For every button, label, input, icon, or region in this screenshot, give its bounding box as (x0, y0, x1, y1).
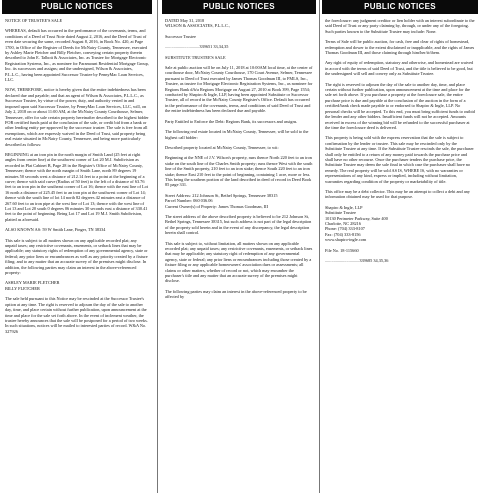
notice-paragraph: Successor Trustee (165, 33, 196, 39)
notice-paragraph: Sale at public auction will be on July 11, 2018 at 10:00AM local time, at the center of courthouse door, McNairy County Courthouse, 170 Court Avenue, Selmer, Tennessee pursuant to Deed of Trust executed by James Thomas Goodman III, to FMLS, Inc., Trustee, as trustee for Mortgage Electronic Registration Systems, Inc., as nominee for Regions Bank d/b/a Regions Mortgage on August 27, 2010 at Book 399, Page 1554; conducted by Shapiro & Ingle, LLP, having been appointed Substitute or Successor Trustee, all of record in the McNairy County Register's Office. Default has occurred in the performance of the covenants, terms, and conditions of said Deed of Trust and the entire indebtedness has been declared due and payable. (165, 65, 313, 114)
notice-paragraph: Terms of Sale will be public auction, for cash, free and clear of rights of homestead, redemption and dower to the extent disclaimed or inapplicable, and the rights of James Thomas Goodman III, and those claiming through him/her/it/them. (325, 39, 475, 56)
column-2-body (162, 14, 316, 300)
notice-paragraph: The following real estate located in McNairy County, Tennessee, will be sold to the highest call bidder: (165, 129, 309, 140)
notice-paragraph: This office may be a debt collector. This may be an attempt to collect a debt and any information obtained may be used for that purpose. (325, 188, 470, 200)
column-2-header: PUBLIC NOTICES (162, 0, 316, 14)
notice-paragraph: ALSO KNOWN AS: 59 W Smith Lane, Finger, TN 38334 (5, 227, 106, 233)
notice-paragraph: DATED May 31, 2018 WILSON & ASSOCIATES, P.L.L.C., (165, 18, 231, 29)
column-divider (157, 0, 158, 493)
notice-paragraph: Beginning at the NNE of J.V. Wilson's property, runs thence North 220 feet to an iron stake on the south line of the Charles Smith property; runs thence West with the south line of the Smith property, 210 feet to an iron stake; thence South 220 feet to an iron stake; thence East 210 feet to the point of beginning, containing 1 acre, more or less. This being the southern portion of the land described in deed of record in Deed Book 85 page 331. (165, 155, 313, 188)
notice-paragraph: This sale is subject to, without limitation, all matters shown on any applicable recorded plat; any unpaid taxes; any restrictive covenants, easements, or setback lines that may be applicable; any statutory right of redemption of any governmental agency, state or federal; any prior liens or encumbrances including those created by a fixture filing or any applicable homeowners' association dues or assessments; all claims or other matters, whether of record or not, which may encumber the purchaser's title and any matter that an accurate survey of the premises might disclose. (165, 240, 313, 284)
notice-paragraph: ................................339685 34,35,36 (325, 258, 389, 264)
notice-paragraph: The street address of the above described property is believed to be 212 Johnson St, Bethel Springs, Tennessee 38315, but such address is not part of the legal description of the property sold herein and in the event of any discrepancy, the legal description herein shall control. (165, 213, 312, 236)
notice-paragraph: Shapiro & Ingle, LLP Substitute Trustee 10130 Perimeter Parkway, Suite 400 Charlotte, NC 28216 Phone: (704) 333-8107 Fax: (704) 333-8156 www.shapiro-ingle.com (325, 204, 388, 243)
column-3-header: PUBLIC NOTICES (322, 0, 478, 14)
notice-paragraph: Street Address: 212 Johnson St, Bethel Springs, Tennessee 38315 Parcel Number: 060 036.06 Current Owner(s) of Property: James Thomas Goodman, III (165, 192, 278, 209)
column-1 (2, 0, 152, 493)
notice-paragraph: This sale is subject to all matters shown on any applicable recorded plat; any unpaid taxes; any restrictive covenants, easements, or setback lines that may be applicable; any statutory rights of redemption of any governmental agency, state or federal; any prior liens or encumbrances as well as any priority created by a fixture filing; and to any matter that an accurate survey of the premises might disclose. In addition, the following parties may claim an interest in the above-referenced property: (5, 237, 148, 276)
column-divider (319, 0, 320, 493)
notice-paragraph: This property is being sold with the express reservation that the sale is subject to confirmation by the lender or trustee. This sale may be rescinded only by the Substitute Trustee at any time. If the Substitute Trustee rescinds the sale, the purchaser shall only be entitled to a return of any money paid towards the purchase price and shall have no other recourse. Once the purchaser tenders the purchase price, the Substitute Trustee may deem the sale final in which case the purchaser shall have no remedy. The real property will be sold AS IS, WHERE IS, with no warranties or representations of any kind, express or implied, including without limitation, warranties regarding condition of the property or marketability of title. (325, 135, 474, 184)
notice-paragraph: File No. 18-115660 (325, 247, 359, 253)
notice-paragraph: Party Entitled to Enforce the Debt: Regions Bank, its successors and assigns. (165, 118, 298, 124)
column-3 (322, 0, 478, 493)
notice-paragraph: Described property located at McNairy County, Tennessee, to wit: (165, 144, 279, 150)
column-1-body (2, 14, 152, 334)
notice-paragraph: SUBSTITUTE TRUSTEE'S SALE (165, 54, 226, 60)
notice-paragraph: ................................339651 33,34,35 (165, 44, 229, 50)
notice-paragraph: The right is reserved to adjourn the day of the sale to another day, time, and place certain without further publication, upon announcement at the time and place for the sale set forth above. If you purchase a property at the foreclosure sale, the entire purchase price is due and payable at the conclusion of the auction in the form of a certified/bank check made payable to or endorsed to Shapiro & Ingle, LLP. No personal checks will be accepted. To this end, you must bring sufficient funds to outbid the lender and any other bidders. Insufficient funds will not be accepted. Amounts received in excess of the winning bid will be refunded to the successful purchaser at the time the foreclosure deed is delivered. (325, 81, 475, 130)
notice-paragraph: Any right of equity of redemption, statutory and otherwise, and homestead are waived in accord with the terms of said Deed of Trust, and the title is believed to be good, but the undersigned will sell and convey only as Substitute Trustee. (325, 60, 474, 77)
notice-paragraph: The sale held pursuant to this Notice may be rescinded at the Successor Trustee's option at any time. The right is reserved to adjourn the day of the sale to another day, time, and place certain without further publication, upon announcement at the time and place for the sale set forth above. In the event of inclement weather, the trustee hereby announces that the sale will be postponed for a period of two weeks. In such situations, notices will be mailed to interested parties of record. W&A No. 327926 (5, 296, 148, 334)
notice-paragraph: The following parties may claim an interest in the above-referenced property to be affected by (165, 288, 307, 300)
column-2 (162, 0, 316, 493)
notice-paragraph: ASHLEY MARIE FLETCHER BILLY FLETCHER (5, 280, 60, 291)
notice-paragraph: NOW, THEREFORE, notice is hereby given that the entire indebtedness has been declared due and payable; and that an agent of Wilson & Associates, P.L.L.C., as Successor Trustee, by virtue of the power, duty, and authority vested in and imposed upon said Successor Trustee, by PennyMac Loan Services, LLC, will, on July 2, 2018 on or about 11:00 AM, at the McNairy County Courthouse, Selmer, Tennessee, offer for sale certain property hereinafter described to the highest bidder FOR certified funds paid at the conclusion of the sale, or credit bid from a bank or other lending entity pre-approved by the successor trustee. The sale is free from all exemptions, which are expressly waived in the Deed of Trust, said property being real estate situated in McNairy County, Tennessee, and being more particularly described as follows: (5, 87, 149, 147)
column-3-body (322, 14, 478, 263)
notice-paragraph: the foreclosure: any judgment creditor or lien holder with an interest subordinate to the said Deed of Trust or any party claiming by, through, or under any of the foregoing. Such parties known to the Substitute Trustee may include: None. (325, 18, 475, 34)
notice-paragraph: WHEREAS, default has occurred in the performance of the covenants, terms, and conditions of a Deed of Trust Note dated August 2, 2016, and the Deed of Trust of even date securing the same, recorded August 8, 2016, in Book No. 420, at Page 1700, in Office of the Register of Deeds for McNairy County, Tennessee, executed by Ashley Marie Fletcher and Billy Fletcher, conveying certain property therein described to John E. Talbott & Associates, Inc. as Trustee for Mortgage Electronic Registration Systems, Inc., as nominee for Paramount Residential Mortgage Group, Inc. its successors and assigns; and the undersigned, Wilson & Associates, P.L.L.C., having been appointed Successor Trustee by PennyMac Loan Services, LLC. (5, 28, 149, 83)
notice-paragraph: BEGINNING at an iron pin in the north margin of Smith Land (25 feet at right angles from center line) at the southwest corner of Lot 20 M.J. Subdivision as recorded in Plat Cabinet B, Page 28 in the Register's Office of McNairy County, Tennessee; thence with the north margin of Smith Lane, north 89 degrees 19 minutes 50 seconds west a distance of 212.14 feet to a point at the beginning of a curve; thence with said curve (Radius of 50 feet) to the left of a distance of 63.76 feet to an iron pin in the southeast corner of Lot 16; thence with the east line of Lot 16 north a distance of 225.45 feet to an iron pin at the southwest corner of Lot 14; thence with the south line of lot 14 north 82 degrees 42 minutes east a distance of 267.60 feet to an iron pipe at the west line of Lot 13; thence with the west line of Lot 13 and Lot 20 south 0 degrees 06 minutes 30 seconds east a distance of 330.41 feet to the point of beginning. Being Lot 17 and Lot 19 M.J. Smith Subdivision, platted as aforesaid. (5, 151, 148, 222)
column-1-header: PUBLIC NOTICES (2, 0, 152, 14)
notice-paragraph: NOTICE OF TRUSTEE'S SALE (5, 18, 63, 23)
